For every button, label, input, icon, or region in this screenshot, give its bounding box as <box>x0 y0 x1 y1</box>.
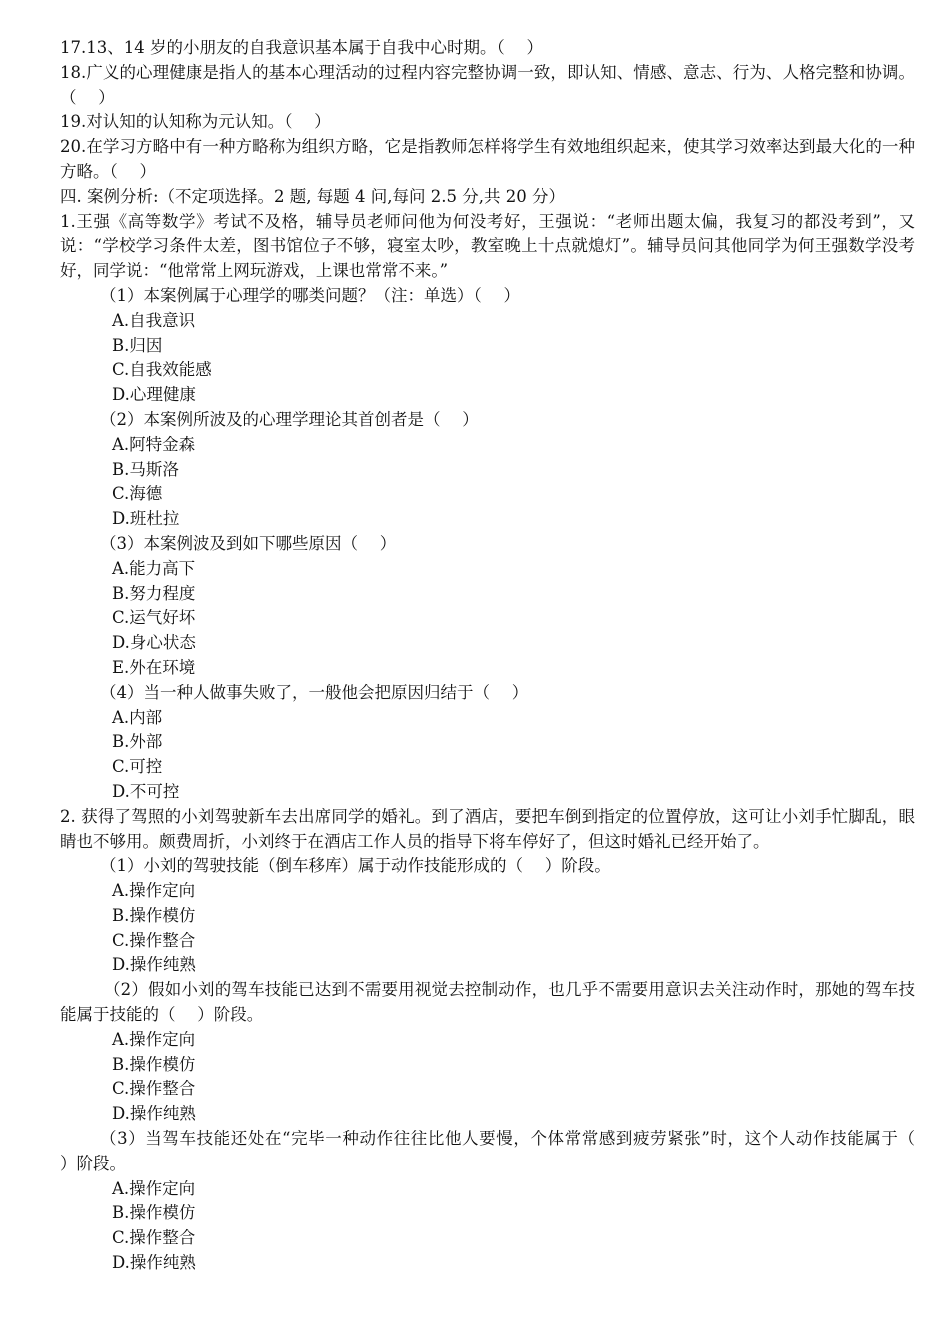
option-c: C.海德 <box>112 484 163 504</box>
option-d: D.身心状态 <box>112 633 196 653</box>
option-b: B.外部 <box>112 732 163 752</box>
case1-stem: 1.王强《高等数学》考试不及格，辅导员老师问他为何没考好，王强说：“老师出题太偏，我复习的都没考到”，又说：“学校学习条件太差，图书馆位子不够，寝室太吵，教室晚上十点就熄灯”。辅导员问其他同学为何王强数学没考好，同学说：“他常常上网玩游戏，上课也常常不来。” <box>60 211 915 281</box>
option-b: B.操作模仿 <box>112 1203 196 1223</box>
option-a: A.操作定向 <box>112 881 196 901</box>
option-d: D.心理健康 <box>112 385 196 405</box>
exam-page <box>60 36 937 1276</box>
option-c: C.可控 <box>112 757 163 777</box>
option-b: B.归因 <box>112 335 163 355</box>
tf-item-17: 17.13、14 岁的小朋友的自我意识基本属于自我中心时期。（ ） <box>60 38 543 57</box>
option-c: C.自我效能感 <box>112 360 212 380</box>
option-d: D.不可控 <box>112 781 180 801</box>
case2-q2-prompt: （2）假如小刘的驾车技能已达到不需要用视觉去控制动作，也几乎不需要用意识去关注动作时，那她的驾车技能属于技能的（ ）阶段。 <box>60 980 915 1025</box>
option-c: C.操作整合 <box>112 1228 196 1248</box>
option-d: D.操作纯熟 <box>112 1253 196 1273</box>
option-d: D.操作纯熟 <box>112 955 196 975</box>
option-d: D.班杜拉 <box>112 509 180 529</box>
option-a: A.自我意识 <box>112 310 196 330</box>
option-c: C.操作整合 <box>112 1079 196 1099</box>
tf-item-19: 19.对认知的认知称为元认知。（ ） <box>60 112 331 132</box>
case1-q4-prompt: （4）当一种人做事失败了，一般他会把原因归结于（ ） <box>100 682 529 702</box>
option-a: A.操作定向 <box>112 1178 196 1198</box>
option-c: C.操作整合 <box>112 930 196 950</box>
option-d: D.操作纯熟 <box>112 1104 196 1124</box>
option-c: C.运气好坏 <box>112 608 196 628</box>
tf-item-20: 20.在学习方略中有一种方略称为组织方略，它是指教师怎样将学生有效地组织起来，使其学习效率达到最大化的一种方略。（ ） <box>60 137 915 181</box>
option-b: B.操作模仿 <box>112 1054 196 1074</box>
option-b: B.马斯洛 <box>112 459 179 479</box>
case2-q1-prompt: （1）小刘的驾驶技能（倒车移库）属于动作技能形成的（ ）阶段。 <box>100 856 611 876</box>
option-a: A.能力高下 <box>112 558 196 578</box>
option-e: E.外在环境 <box>112 657 196 677</box>
case1-q1-prompt: （1）本案例属于心理学的哪类问题？（注：单选）（ ） <box>100 285 520 305</box>
section-heading: 四. 案例分析:（不定项选择。2 题, 每题 4 问,每问 2.5 分,共 20 分） <box>60 186 565 206</box>
case2-q3-prompt: （3）当驾车技能还处在“完毕一种动作往往比他人要慢，个体常常感到疲劳紧张”时，这个人动作技能属于（ ）阶段。 <box>60 1129 937 1173</box>
option-a: A.阿特金森 <box>112 434 196 454</box>
option-a: A.内部 <box>112 707 163 727</box>
option-a: A.操作定向 <box>112 1029 196 1049</box>
case2-stem: 2. 获得了驾照的小刘驾驶新车去出席同学的婚礼。到了酒店，要把车倒到指定的位置停放，这可让小刘手忙脚乱，眼睛也不够用。颇费周折，小刘终于在酒店工作人员的指导下将车停好了，但这时婚礼已经开始了。 <box>60 806 915 851</box>
case1-q3-prompt: （3）本案例波及到如下哪些原因（ ） <box>100 533 397 553</box>
option-b: B.操作模仿 <box>112 905 196 925</box>
tf-item-18: 18.广义的心理健康是指人的基本心理活动的过程内容完整协调一致，即认知、情感、意志、行为、人格完整和协调。（ ） <box>60 62 915 107</box>
option-b: B.努力程度 <box>112 583 196 603</box>
case1-q2-prompt: （2）本案例所波及的心理学理论其首创者是（ ） <box>100 409 479 429</box>
